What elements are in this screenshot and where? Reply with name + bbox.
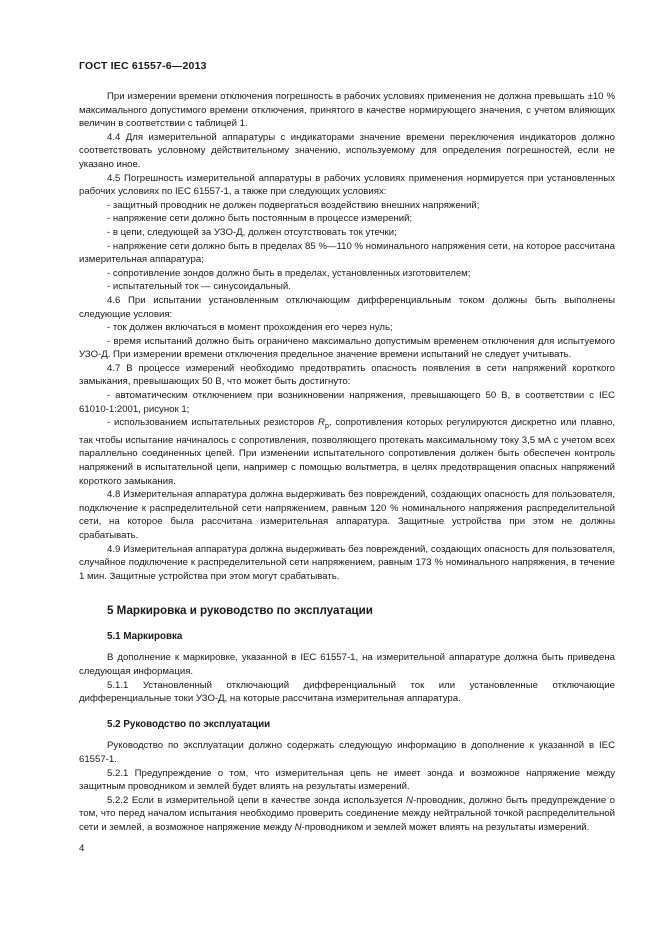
paragraph-5-1-1: 5.1.1 Установленный отключающий дифференциальный ток или установленные отключающие дифференциальные токи УЗО-Д, на которые рассчитана измерительная аппаратура. xyxy=(79,679,615,705)
list-item-4-5-1: - защитный проводник не должен подвергаться воздействию внешних напряжений; xyxy=(107,199,480,211)
list-item-4-7-2-post: , сопротивления которых регулируются дискретно или плавно, так чтобы испытание начиналось с сопротивления, позволяющего протекать максимальному току 3,5 мА с учетом всех параллельно соединенных цепей. При изменении испытательного сопротивления должен быть обеспечен контроль напряжений в испытательной цепи, например с помощью вольтметра, в целях предотвращения опасных напряжений короткого замыкания. xyxy=(79,417,615,487)
paragraph-5-2: Руководство по эксплуатации должно содержать следующую информацию в дополнение к указанной в IEC 61557-1. xyxy=(79,740,615,766)
document-header: ГОСТ IEC 61557-6—2013 xyxy=(79,60,207,72)
paragraph-intro: При измерении времени отключения погрешность в рабочих условиях применения не должна превышать ±10 % максимального допустимого времени отключения, принятого в качестве нормирующего значения, с учетом влияющих величин в соответствии с таблицей 1. xyxy=(79,91,615,130)
document-body xyxy=(79,90,615,835)
list-item-4-7-2 xyxy=(79,416,615,488)
list-item-4-7-1: - автоматическим отключением при возникновении напряжения, превышающего 50 В, в соответствии с IEC 61010-1:2001, рисунок 1; xyxy=(79,390,615,415)
list-item-4-5-6: - испытательный ток — синусоидальный. xyxy=(107,281,291,293)
paragraph-4-6: 4.6 При испытании установленным отключающим дифференциальным током должны быть выполнены следующие условия: xyxy=(79,294,615,320)
paragraph-5-2-2-part-b: -проводник, должно быть предупреждение о том, что перед началом испытания необходимо проверить соединение между нейтральной точкой распределительной сети и землей, а возможное напряжение между xyxy=(79,794,615,833)
list-item-4-5-2: - напряжение сети должно быть постоянным в процессе измерений; xyxy=(107,213,413,225)
paragraph-5-2-1: 5.2.1 Предупреждение о том, что измерительная цепь не имеет зонда и возможное напряжение между защитным проводником и землей будет влиять на результаты измерений. xyxy=(79,767,615,793)
paragraph-5-2-2-part-c: -проводником и землей может влиять на результаты измерений. xyxy=(301,822,590,833)
list-item-4-7-2-pre: - использованием испытательных резисторов xyxy=(107,417,319,429)
list-item-4-5-5: - сопротивление зондов должно быть в пределах, установленных изготовителем; xyxy=(107,267,471,279)
paragraph-4-5: 4.5 Погрешность измерительной аппаратуры в рабочих условиях применения нормируется при установленных рабочих условиях по IEC 61557-1, а также при следующих условиях: xyxy=(79,172,615,198)
paragraph-4-4: 4.4 Для измерительной аппаратуры с индикаторами значение времени переключения индикаторов должно соответствовать условному действительному значению, используемому для определения погрешностей, если не указано иное. xyxy=(79,131,615,170)
paragraph-4-9: 4.9 Измерительная аппаратура должна выдерживать без повреждений, создающих опасность для пользователя, случайное подключение к распределительной сети напряжением, равным 173 % номинального напряжения, в течение 1 мин. Защитные устройства при этом могут срабатывать. xyxy=(79,543,615,582)
paragraph-5-1: В дополнение к маркировке, указанной в IEC 61557-1, на измерительной аппаратуре должна быть приведена следующая информация. xyxy=(79,652,615,678)
subsection-heading-5-2: 5.2 Руководство по эксплуатации xyxy=(107,718,271,730)
list-item-4-5-3: - в цепи, следующей за УЗО-Д, должен отсутствовать ток утечки; xyxy=(107,226,397,238)
resistor-subscript: p xyxy=(324,423,329,431)
paragraph-4-8: 4.8 Измерительная аппаратура должна выдерживать без повреждений, создающих опасность для пользователя, подключение к распределительной сети напряжением, равным 120 % номинального напряжения распределительной сети, на которое была рассчитана измерительная аппаратура. Защитные устройства при этом не должны срабатывать. xyxy=(79,489,615,541)
subsection-heading-5-1: 5.1 Маркировка xyxy=(107,630,183,642)
list-item-4-5-4: - напряжение сети должно быть в пределах 85 %—110 % номинального напряжения сети, на которое рассчитана измерительная аппаратура; xyxy=(79,240,615,266)
paragraph-4-7: 4.7 В процессе измерений необходимо предотвратить опасность появления в сети напряжений короткого замыкания, превышающих 50 В, что может быть достигнуто: xyxy=(79,362,615,388)
list-item-4-6-2: - время испытаний должно быть ограничено максимально допустимым временем отключения для испытуемого УЗО-Д. При измерении времени отключения предельное значение времени испытаний не следует учитывать. xyxy=(79,335,615,361)
neutral-symbol-2: N xyxy=(294,822,302,833)
paragraph-5-2-2-part-a: 5.2.2 Если в измерительной цепи в качестве зонда используется xyxy=(107,794,407,806)
page-number: 4 xyxy=(79,843,85,854)
list-item-4-6-1: - ток должен включаться в момент прохождения его через нуль; xyxy=(107,322,393,334)
resistor-symbol: R xyxy=(318,417,325,429)
paragraph-5-2-2 xyxy=(79,794,615,835)
neutral-symbol-1: N xyxy=(406,794,414,806)
section-heading-5: 5 Маркировка и руководство по эксплуатации xyxy=(107,604,373,618)
